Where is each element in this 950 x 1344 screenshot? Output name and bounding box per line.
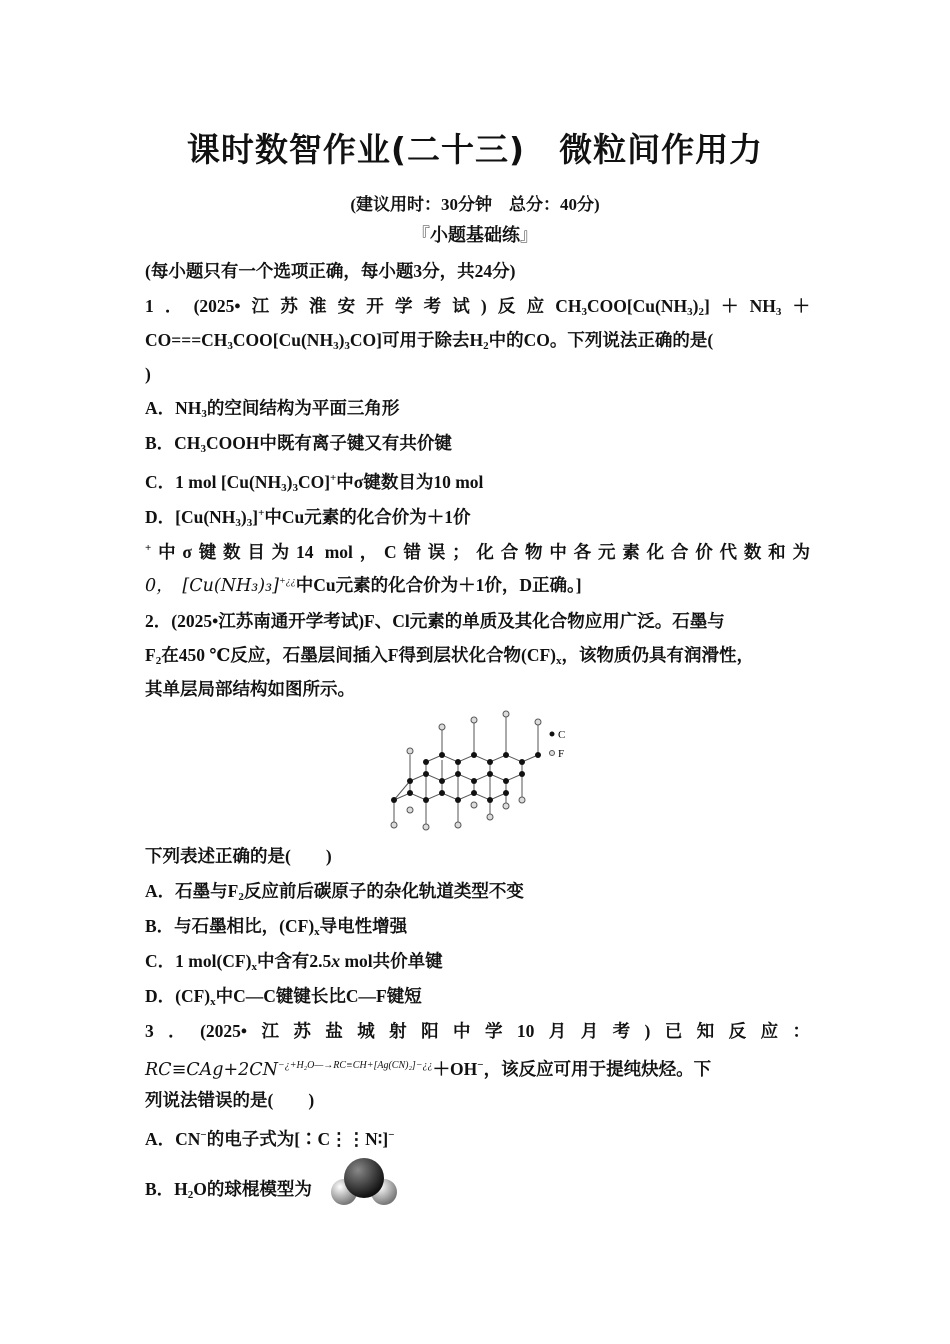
t: 3 [200, 443, 206, 455]
q2-option-b [145, 914, 810, 944]
q3-stem-line1: 3．(2025•江苏盐城射阳中学10月月考)已知反应： [145, 1021, 810, 1041]
t: 3 [281, 482, 287, 494]
t: 2 [698, 306, 704, 318]
t: x [555, 655, 562, 667]
t: + [258, 507, 265, 519]
t: − [477, 1059, 484, 1071]
t: ＋ [781, 296, 811, 316]
t: 中σ键数目为10 mol [336, 472, 484, 492]
t: 中C—C键键长比C—F键短 [215, 986, 422, 1006]
t: x [210, 996, 216, 1008]
t: 3 [344, 340, 350, 352]
t: 0， [145, 576, 165, 596]
t: x [331, 951, 341, 971]
legend-f-label: F [558, 748, 565, 760]
q1-stem-line1 [145, 294, 810, 324]
t: x [314, 926, 320, 938]
t: A．CN [145, 1129, 201, 1149]
legend-f-dot [550, 751, 555, 756]
t: D．(CF) [145, 986, 211, 1006]
page-title: 课时数智作业(二十三) 微粒间作用力 [186, 130, 764, 169]
t: ，该物质仍具有润滑性， [561, 645, 754, 665]
t: 3 [775, 306, 782, 318]
t: ) [338, 330, 345, 350]
t: B．H [145, 1179, 188, 1199]
t: CO]可用于除去H [349, 330, 484, 350]
t: ] [252, 507, 259, 527]
t: D．[Cu(NH [145, 507, 236, 527]
t: COO[Cu(NH [232, 330, 334, 350]
legend-c-dot [550, 732, 555, 737]
section-header [0, 221, 950, 247]
t: +¿¿ [278, 576, 296, 587]
q3-stem-line3: 列说法错误的是( ) [145, 1090, 315, 1110]
t: COOH中既有离子键又有共价键 [205, 433, 452, 453]
q2-option-c [145, 949, 810, 979]
q2-question: 下列表述正确的是( ) [145, 846, 332, 866]
t: CO] [297, 472, 331, 492]
q1-answer-line2 [145, 570, 810, 598]
t: + [330, 472, 337, 484]
t: mol共价单键 [340, 951, 443, 971]
t: −¿¿ [415, 1060, 433, 1071]
t: x [251, 961, 257, 973]
t: A．NH [145, 398, 202, 418]
q2-option-a [145, 879, 810, 909]
q2-stem-line3: 其单层局部结构如图所示。 [145, 679, 355, 699]
t: − [388, 1129, 395, 1141]
t: 3 [333, 340, 339, 352]
q2-stem-line2 [145, 643, 810, 673]
t: 2 [483, 340, 489, 352]
t: 中含有2.5 [256, 951, 332, 971]
q3-option-b [145, 1177, 810, 1207]
q1-stem-line3: ) [145, 364, 151, 384]
q1-option-d [145, 501, 810, 535]
t: − [200, 1129, 207, 1141]
t: 3 [201, 408, 207, 420]
t: ]＋NH [703, 296, 776, 316]
cf-structure-diagram [380, 705, 580, 835]
t: C．1 mol [Cu(NH [145, 472, 282, 492]
t: −¿+H₂O—→RC≡CH+[Ag(CN)₂] [277, 1060, 416, 1071]
t: 中σ键数目为14 mol，C错误；化合物中各元素化合价代数和为 [151, 542, 810, 562]
t: + [145, 542, 152, 554]
q3-option-a [145, 1123, 810, 1151]
t: 3 [227, 340, 233, 352]
q1-answer-line1 [145, 536, 810, 564]
t: 3 [292, 482, 298, 494]
q1-stem-line2 [145, 328, 810, 358]
t: ，该反应可用于提纯炔烃。下 [483, 1059, 712, 1079]
q2-option-d [145, 984, 810, 1014]
t: COO[Cu(NH [586, 296, 688, 316]
q2-stem-line1: 2．(2025•江苏南通开学考试)F、Cl元素的单质及其化合物应用广泛。石墨与 [145, 611, 725, 631]
t: 中的CO。下列说法正确的是( [488, 330, 714, 350]
section-bracket-right: 』 [520, 225, 538, 246]
t: B．与石墨相比，(CF) [145, 916, 315, 936]
q1-option-c [145, 466, 810, 500]
t: O的球棍模型为 [193, 1179, 312, 1199]
t: 1．(2025•江苏淮安开学考试)反应CH [145, 296, 582, 316]
section-bracket-left: 『 [412, 225, 430, 246]
water-ball-stick-model [330, 1157, 398, 1209]
t: RC≡CAg+2CN [145, 1060, 278, 1080]
time-note: (建议用时：30分钟 总分：40分) [350, 195, 600, 214]
t: C．1 mol(CF) [145, 951, 252, 971]
t: 的电子式为[∶C⋮⋮N∶] [206, 1129, 389, 1149]
t: 2 [238, 891, 244, 903]
t: 2 [155, 655, 162, 667]
t: 3 [581, 306, 587, 318]
q1-option-b [145, 431, 810, 461]
t: ) [692, 296, 699, 316]
section-label: 小题基础练 [430, 225, 520, 246]
instruction: (每小题只有一个选项正确，每小题3分，共24分) [145, 261, 516, 281]
q3-equation-line [145, 1053, 810, 1082]
q1-option-a [145, 396, 810, 426]
t: [Cu(NH₃)₃] [182, 576, 279, 596]
t: 导电性增强 [319, 916, 408, 936]
t: 3 [246, 517, 253, 529]
t: CO===CH [145, 330, 228, 350]
t: 中Cu元素的化合价为＋1价 [264, 507, 471, 527]
t: B．CH [145, 433, 201, 453]
t: ) [286, 472, 293, 492]
t: 在450 ℃反应，石墨层间插入F得到层状化合物(CF) [161, 645, 556, 665]
t: 反应前后碳原子的杂化轨道类型不变 [243, 881, 524, 901]
t: F [145, 645, 156, 665]
t: 2 [187, 1189, 194, 1201]
t: 的空间结构为平面三角形 [206, 398, 400, 418]
legend-c-label: C [558, 729, 566, 741]
t: 3 [235, 517, 241, 529]
t: 中Cu元素的化合价为＋1价，D正确。] [295, 575, 582, 595]
t: ＋OH [432, 1059, 478, 1079]
t: ) [240, 507, 247, 527]
t: A．石墨与F [145, 881, 239, 901]
t: 3 [687, 306, 693, 318]
